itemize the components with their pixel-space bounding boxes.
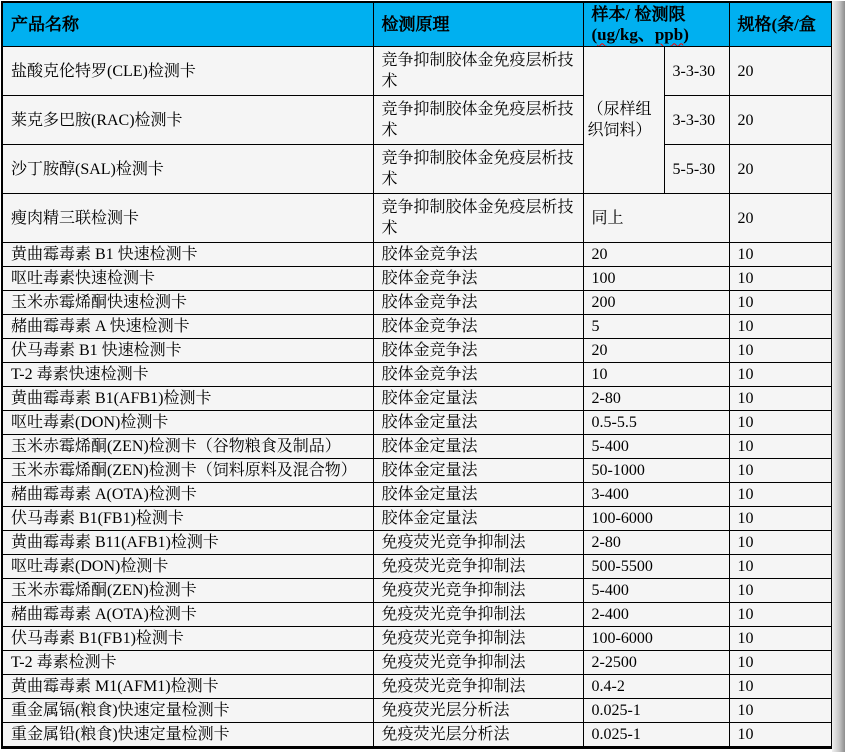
cell-product: 呕吐毒素(DON)检测卡: [2, 411, 373, 435]
cell-limit: 0.025-1: [583, 723, 729, 748]
table-row: [2, 435, 832, 459]
cell-principle: 胶体金定量法: [373, 435, 583, 459]
cell-spec: 10: [729, 363, 832, 387]
cell-limit: 3-3-30: [664, 96, 729, 145]
cell-principle: 竞争抑制胶体金免疫层析技术: [373, 47, 583, 96]
cell-product: 伏马毒素 B1(FB1)检测卡: [2, 627, 373, 651]
cell-principle: 免疫荧光竞争抑制法: [373, 579, 583, 603]
cell-principle: 胶体金竞争法: [373, 315, 583, 339]
cell-product: 赭曲霉毒素 A(OTA)检测卡: [2, 483, 373, 507]
header-spec: 规格(条/盒: [729, 2, 832, 47]
cell-spec: 10: [729, 699, 832, 723]
header-row: [2, 2, 832, 47]
cell-principle: 竞争抑制胶体金免疫层析技术: [373, 96, 583, 145]
table-row: [2, 555, 832, 579]
cell-spec: 10: [729, 579, 832, 603]
cell-product: 呕吐毒素(DON)检测卡: [2, 555, 373, 579]
cell-spec: 10: [729, 267, 832, 291]
cell-product: 伏马毒素 B1(FB1)检测卡: [2, 507, 373, 531]
cell-spec: 10: [729, 243, 832, 267]
cell-limit: 2-2500: [583, 651, 729, 675]
cell-principle: 竞争抑制胶体金免疫层析技术: [373, 145, 583, 194]
header-sample-limit: [583, 2, 729, 47]
table-row: [2, 339, 832, 363]
unit-ppb: ppb: [654, 24, 684, 44]
table-row: [2, 627, 832, 651]
cell-principle: 胶体金定量法: [373, 507, 583, 531]
cell-product: 玉米赤霉烯酮(ZEN)检测卡: [2, 579, 373, 603]
table-row: [2, 675, 832, 699]
cell-principle: 免疫荧光竞争抑制法: [373, 531, 583, 555]
cell-limit: 5-400: [583, 579, 729, 603]
cell-product: T-2 毒素快速检测卡: [2, 363, 373, 387]
cell-product: 黄曲霉毒素 B1 快速检测卡: [2, 243, 373, 267]
unit-ug: ug: [597, 24, 616, 44]
cell-limit: 2-400: [583, 603, 729, 627]
cell-spec: 10: [729, 339, 832, 363]
unit-mid: /kg、: [615, 24, 655, 44]
cell-spec: 10: [729, 627, 832, 651]
cell-principle: 竞争抑制胶体金免疫层析技术: [373, 194, 583, 243]
cell-spec: 10: [729, 507, 832, 531]
cell-limit: 20: [583, 339, 729, 363]
cell-spec: 10: [729, 435, 832, 459]
table-row: [2, 387, 832, 411]
cell-principle: 胶体金定量法: [373, 483, 583, 507]
cell-principle: 胶体金竞争法: [373, 363, 583, 387]
cell-principle: 免疫荧光竞争抑制法: [373, 651, 583, 675]
cell-spec: 20: [729, 47, 832, 96]
cell-product: 伏马毒素 B1 快速检测卡: [2, 339, 373, 363]
cell-limit: 3-400: [583, 483, 729, 507]
cell-product: 黄曲霉毒素 M1(AFM1)检测卡: [2, 675, 373, 699]
paren-open: (: [591, 24, 598, 44]
cell-limit: 100: [583, 267, 729, 291]
cell-spec: 10: [729, 603, 832, 627]
cell-limit: 200: [583, 291, 729, 315]
cell-limit: 2-80: [583, 531, 729, 555]
page-edge-shadow: [832, 1, 845, 752]
cell-product: T-2 毒素检测卡: [2, 651, 373, 675]
table-row: [2, 459, 832, 483]
cell-limit: 5: [583, 315, 729, 339]
cell-product: 盐酸克伦特罗(CLE)检测卡: [2, 47, 373, 96]
cell-limit: 20: [583, 243, 729, 267]
cell-spec: 20: [729, 96, 832, 145]
cell-product: 重金属镉(粮食)快速定量检测卡: [2, 699, 373, 723]
cell-principle: 免疫荧光层分析法: [373, 699, 583, 723]
cell-principle: 胶体金竞争法: [373, 243, 583, 267]
cell-principle: 胶体金定量法: [373, 411, 583, 435]
paren-close: ): [683, 24, 689, 44]
cell-principle: 免疫荧光竞争抑制法: [373, 603, 583, 627]
cell-principle: 免疫荧光竞争抑制法: [373, 555, 583, 579]
cell-spec: 10: [729, 459, 832, 483]
cell-product: 重金属铅(粮食)快速定量检测卡: [2, 723, 373, 748]
header-sample-line1: 样本/ 检测限: [591, 4, 686, 24]
header-product: 产品名称: [2, 2, 373, 47]
table-row: [2, 651, 832, 675]
cell-product: 赭曲霉毒素 A 快速检测卡: [2, 315, 373, 339]
cell-limit: 0.5-5.5: [583, 411, 729, 435]
cell-spec: 10: [729, 315, 832, 339]
cell-limit: 100-6000: [583, 627, 729, 651]
table-row: [2, 194, 832, 243]
header-sample-line2: [592, 25, 721, 45]
cell-limit: 10: [583, 363, 729, 387]
cell-product: 呕吐毒素快速检测卡: [2, 267, 373, 291]
cell-limit: 50-1000: [583, 459, 729, 483]
cell-principle: 胶体金竞争法: [373, 267, 583, 291]
cell-principle: 胶体金竞争法: [373, 339, 583, 363]
table-row: [2, 291, 832, 315]
table-row: [2, 243, 832, 267]
table-row: [2, 507, 832, 531]
cell-product: 玉米赤霉烯酮快速检测卡: [2, 291, 373, 315]
cell-limit: 2-80: [583, 387, 729, 411]
cell-spec: 10: [729, 483, 832, 507]
cell-principle: 胶体金定量法: [373, 387, 583, 411]
cell-principle: 胶体金定量法: [373, 459, 583, 483]
table-header: [2, 2, 832, 47]
cell-sample-group: （尿样组织饲料）: [583, 47, 664, 194]
cell-limit: 5-400: [583, 435, 729, 459]
cell-product: 黄曲霉毒素 B1(AFB1)检测卡: [2, 387, 373, 411]
cell-limit: 0.4-2: [583, 675, 729, 699]
table-row: [2, 483, 832, 507]
cell-spec: 10: [729, 531, 832, 555]
cell-principle: 免疫荧光竞争抑制法: [373, 675, 583, 699]
product-table: [1, 1, 833, 749]
cell-spec: 20: [729, 145, 832, 194]
table-row: [2, 267, 832, 291]
cell-spec: 10: [729, 723, 832, 748]
cell-spec: 10: [729, 651, 832, 675]
table-row: [2, 145, 832, 194]
cell-spec: 10: [729, 411, 832, 435]
table-row: [2, 699, 832, 723]
table-row: [2, 603, 832, 627]
table-row: [2, 411, 832, 435]
table-row: [2, 579, 832, 603]
cell-product: 黄曲霉毒素 B11(AFB1)检测卡: [2, 531, 373, 555]
table-row: [2, 723, 832, 748]
cell-spec: 10: [729, 675, 832, 699]
cell-principle: 胶体金竞争法: [373, 291, 583, 315]
cell-spec: 10: [729, 291, 832, 315]
header-principle: 检测原理: [373, 2, 583, 47]
table-row: [2, 363, 832, 387]
cell-principle: 免疫荧光层分析法: [373, 723, 583, 748]
cell-sample: 同上: [583, 194, 729, 243]
cell-limit: 100-6000: [583, 507, 729, 531]
cell-limit: 5-5-30: [664, 145, 729, 194]
cell-product: 莱克多巴胺(RAC)检测卡: [2, 96, 373, 145]
cell-product: 玉米赤霉烯酮(ZEN)检测卡（谷物粮食及制品）: [2, 435, 373, 459]
cell-product: 赭曲霉毒素 A(OTA)检测卡: [2, 603, 373, 627]
cell-product: 玉米赤霉烯酮(ZEN)检测卡（饲料原料及混合物）: [2, 459, 373, 483]
table-row: [2, 47, 832, 96]
table-row: [2, 531, 832, 555]
cell-spec: 10: [729, 387, 832, 411]
cell-limit: 0.025-1: [583, 699, 729, 723]
table-row: [2, 96, 832, 145]
cell-limit: 500-5500: [583, 555, 729, 579]
cell-product: 瘦肉精三联检测卡: [2, 194, 373, 243]
table-row: [2, 315, 832, 339]
cell-spec: 10: [729, 555, 832, 579]
cell-spec: 20: [729, 194, 832, 243]
cell-limit: 3-3-30: [664, 47, 729, 96]
cell-product: 沙丁胺醇(SAL)检测卡: [2, 145, 373, 194]
cell-principle: 免疫荧光竞争抑制法: [373, 627, 583, 651]
